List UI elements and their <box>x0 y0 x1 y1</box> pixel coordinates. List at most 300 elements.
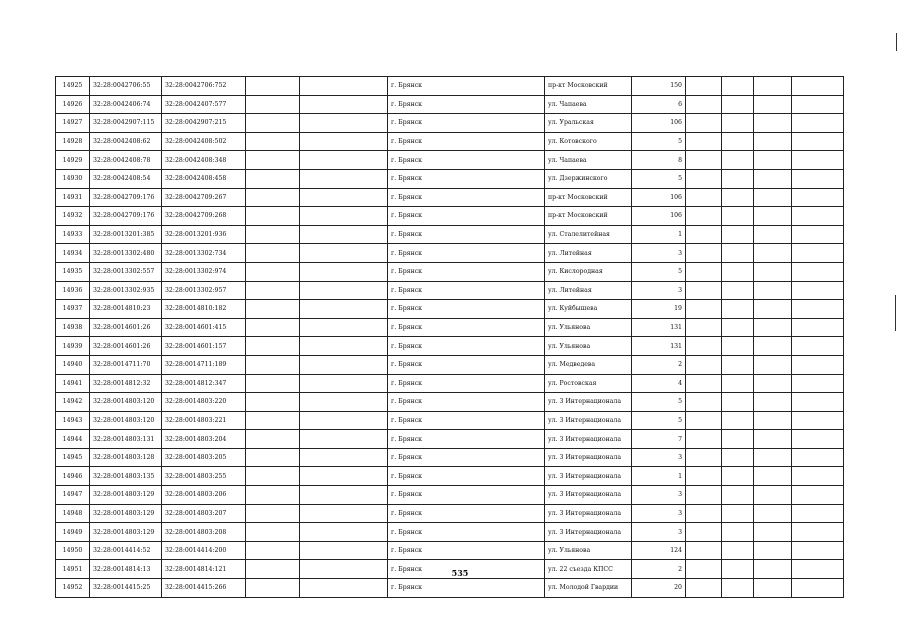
city-cell: г. Брянск <box>388 300 545 319</box>
empty-cell <box>686 77 722 96</box>
empty-cell <box>754 207 792 226</box>
house-number-cell: 3 <box>632 486 686 505</box>
row-number: 14925 <box>56 77 90 96</box>
table-row <box>56 207 844 226</box>
row-number: 14949 <box>56 523 90 542</box>
table-row <box>56 244 844 263</box>
table-row <box>56 467 844 486</box>
empty-cell <box>754 151 792 170</box>
cadastral-number-land: 32:28:0014803:128 <box>90 448 162 467</box>
empty-cell <box>792 281 844 300</box>
table-row <box>56 579 844 598</box>
empty-cell <box>686 318 722 337</box>
cadastral-number-land: 32:28:0042706:55 <box>90 77 162 96</box>
cadastral-number-land: 32:28:0014415:25 <box>90 579 162 598</box>
empty-cell <box>686 188 722 207</box>
empty-cell <box>754 411 792 430</box>
cadastral-number-land: 32:28:0014711:70 <box>90 355 162 374</box>
empty-cell <box>792 95 844 114</box>
empty-cell <box>300 467 388 486</box>
city-cell: г. Брянск <box>388 411 545 430</box>
empty-cell <box>686 169 722 188</box>
table-row <box>56 374 844 393</box>
empty-cell <box>246 504 300 523</box>
empty-cell <box>754 132 792 151</box>
row-number: 14928 <box>56 132 90 151</box>
cadastral-number-object: 32:28:0014803:207 <box>162 504 246 523</box>
empty-cell <box>754 579 792 598</box>
table-row <box>56 523 844 542</box>
empty-cell <box>300 151 388 170</box>
street-cell: ул. Сталелитейная <box>545 225 632 244</box>
table-row <box>56 188 844 207</box>
row-number: 14939 <box>56 337 90 356</box>
house-number-cell: 19 <box>632 300 686 319</box>
row-number: 14947 <box>56 486 90 505</box>
empty-cell <box>686 114 722 133</box>
empty-cell <box>722 337 754 356</box>
empty-cell <box>792 337 844 356</box>
row-number: 14932 <box>56 207 90 226</box>
table-row <box>56 77 844 96</box>
cadastral-number-object: 32:28:0014601:157 <box>162 337 246 356</box>
city-cell: г. Брянск <box>388 318 545 337</box>
street-cell: ул. Чапаева <box>545 95 632 114</box>
empty-cell <box>300 430 388 449</box>
empty-cell <box>300 207 388 226</box>
street-cell: ул. 3 Интернационала <box>545 411 632 430</box>
empty-cell <box>246 169 300 188</box>
empty-cell <box>754 262 792 281</box>
city-cell: г. Брянск <box>388 448 545 467</box>
table-row <box>56 169 844 188</box>
street-cell: ул. 3 Интернационала <box>545 448 632 467</box>
row-number: 14946 <box>56 467 90 486</box>
empty-cell <box>792 151 844 170</box>
empty-cell <box>754 393 792 412</box>
cadastral-number-land: 32:28:0013302:557 <box>90 262 162 281</box>
empty-cell <box>722 114 754 133</box>
cadastral-number-land: 32:28:0014601:26 <box>90 337 162 356</box>
empty-cell <box>686 244 722 263</box>
street-cell: ул. Кислородная <box>545 262 632 281</box>
empty-cell <box>246 95 300 114</box>
row-number: 14943 <box>56 411 90 430</box>
empty-cell <box>300 504 388 523</box>
city-cell: г. Брянск <box>388 114 545 133</box>
empty-cell <box>722 523 754 542</box>
empty-cell <box>686 467 722 486</box>
empty-cell <box>754 523 792 542</box>
empty-cell <box>246 467 300 486</box>
empty-cell <box>792 244 844 263</box>
empty-cell <box>686 95 722 114</box>
city-cell: г. Брянск <box>388 281 545 300</box>
row-number: 14950 <box>56 541 90 560</box>
empty-cell <box>754 337 792 356</box>
city-cell: г. Брянск <box>388 225 545 244</box>
empty-cell <box>246 374 300 393</box>
row-number: 14931 <box>56 188 90 207</box>
cadastral-number-object: 32:28:0042907:215 <box>162 114 246 133</box>
row-number: 14944 <box>56 430 90 449</box>
empty-cell <box>686 374 722 393</box>
city-cell: г. Брянск <box>388 374 545 393</box>
empty-cell <box>754 486 792 505</box>
empty-cell <box>300 95 388 114</box>
empty-cell <box>246 486 300 505</box>
street-cell: ул. Ульянова <box>545 318 632 337</box>
empty-cell <box>722 411 754 430</box>
city-cell: г. Брянск <box>388 504 545 523</box>
cadastral-number-object: 32:28:0042709:268 <box>162 207 246 226</box>
empty-cell <box>300 225 388 244</box>
row-number: 14938 <box>56 318 90 337</box>
house-number-cell: 4 <box>632 374 686 393</box>
empty-cell <box>754 225 792 244</box>
empty-cell <box>686 560 722 579</box>
city-cell: г. Брянск <box>388 244 545 263</box>
empty-cell <box>792 504 844 523</box>
house-number-cell: 6 <box>632 95 686 114</box>
cadastral-number-land: 32:28:0014803:120 <box>90 411 162 430</box>
empty-cell <box>722 560 754 579</box>
row-number: 14927 <box>56 114 90 133</box>
row-number: 14936 <box>56 281 90 300</box>
street-cell: пр-кт Московский <box>545 207 632 226</box>
empty-cell <box>754 95 792 114</box>
city-cell: г. Брянск <box>388 579 545 598</box>
empty-cell <box>722 467 754 486</box>
empty-cell <box>246 244 300 263</box>
empty-cell <box>792 523 844 542</box>
cadastral-number-land: 32:28:0014812:32 <box>90 374 162 393</box>
empty-cell <box>686 411 722 430</box>
row-number: 14929 <box>56 151 90 170</box>
row-number: 14926 <box>56 95 90 114</box>
empty-cell <box>686 151 722 170</box>
empty-cell <box>300 114 388 133</box>
street-cell: ул. Дзержинского <box>545 169 632 188</box>
city-cell: г. Брянск <box>388 151 545 170</box>
table-row <box>56 262 844 281</box>
empty-cell <box>686 300 722 319</box>
house-number-cell: 5 <box>632 132 686 151</box>
empty-cell <box>792 300 844 319</box>
empty-cell <box>722 262 754 281</box>
street-cell: ул. Ульянова <box>545 541 632 560</box>
table-row <box>56 430 844 449</box>
empty-cell <box>754 355 792 374</box>
empty-cell <box>792 411 844 430</box>
empty-cell <box>300 77 388 96</box>
house-number-cell: 20 <box>632 579 686 598</box>
street-cell: пр-кт Московский <box>545 188 632 207</box>
empty-cell <box>792 262 844 281</box>
empty-cell <box>722 132 754 151</box>
empty-cell <box>300 560 388 579</box>
table-row <box>56 281 844 300</box>
city-cell: г. Брянск <box>388 337 545 356</box>
empty-cell <box>300 262 388 281</box>
row-number: 14941 <box>56 374 90 393</box>
row-number: 14952 <box>56 579 90 598</box>
empty-cell <box>246 523 300 542</box>
house-number-cell: 131 <box>632 337 686 356</box>
house-number-cell: 5 <box>632 393 686 412</box>
city-cell: г. Брянск <box>388 430 545 449</box>
cadastral-number-object: 32:28:0014711:189 <box>162 355 246 374</box>
row-number: 14951 <box>56 560 90 579</box>
empty-cell <box>722 504 754 523</box>
cadastral-number-object: 32:28:0014814:121 <box>162 560 246 579</box>
cadastral-number-object: 32:28:0042706:752 <box>162 77 246 96</box>
empty-cell <box>722 448 754 467</box>
empty-cell <box>754 300 792 319</box>
empty-cell <box>792 169 844 188</box>
cadastral-number-land: 32:28:0014803:131 <box>90 430 162 449</box>
cadastral-number-object: 32:28:0014414:200 <box>162 541 246 560</box>
empty-cell <box>754 448 792 467</box>
cadastral-number-object: 32:28:0042408:458 <box>162 169 246 188</box>
cadastral-number-object: 32:28:0042408:502 <box>162 132 246 151</box>
row-number: 14948 <box>56 504 90 523</box>
street-cell: ул. Куйбышева <box>545 300 632 319</box>
empty-cell <box>792 374 844 393</box>
empty-cell <box>722 244 754 263</box>
cadastral-number-land: 32:28:0014803:135 <box>90 467 162 486</box>
cadastral-number-land: 32:28:0042406:74 <box>90 95 162 114</box>
empty-cell <box>792 541 844 560</box>
street-cell: ул. 3 Интернационала <box>545 430 632 449</box>
house-number-cell: 8 <box>632 151 686 170</box>
empty-cell <box>246 411 300 430</box>
empty-cell <box>686 262 722 281</box>
house-number-cell: 106 <box>632 207 686 226</box>
empty-cell <box>246 114 300 133</box>
street-cell: ул. Котовского <box>545 132 632 151</box>
scan-edge-mark <box>895 295 896 331</box>
house-number-cell: 3 <box>632 244 686 263</box>
empty-cell <box>300 374 388 393</box>
city-cell: г. Брянск <box>388 486 545 505</box>
empty-cell <box>754 77 792 96</box>
empty-cell <box>246 448 300 467</box>
empty-cell <box>246 430 300 449</box>
empty-cell <box>246 355 300 374</box>
empty-cell <box>686 579 722 598</box>
table-row <box>56 393 844 412</box>
street-cell: пр-кт Московский <box>545 77 632 96</box>
empty-cell <box>722 169 754 188</box>
empty-cell <box>300 244 388 263</box>
house-number-cell: 2 <box>632 355 686 374</box>
empty-cell <box>300 281 388 300</box>
empty-cell <box>722 300 754 319</box>
house-number-cell: 106 <box>632 188 686 207</box>
cadastral-number-object: 32:28:0014812:347 <box>162 374 246 393</box>
cadastral-number-land: 32:28:0014814:13 <box>90 560 162 579</box>
empty-cell <box>300 579 388 598</box>
empty-cell <box>754 188 792 207</box>
street-cell: ул. Уральская <box>545 114 632 133</box>
cadastral-number-land: 32:28:0013302:935 <box>90 281 162 300</box>
empty-cell <box>722 541 754 560</box>
cadastral-number-land: 32:28:0042408:54 <box>90 169 162 188</box>
empty-cell <box>686 541 722 560</box>
house-number-cell: 3 <box>632 448 686 467</box>
empty-cell <box>754 467 792 486</box>
empty-cell <box>246 318 300 337</box>
empty-cell <box>722 355 754 374</box>
city-cell: г. Брянск <box>388 207 545 226</box>
street-cell: ул. 3 Интернационала <box>545 467 632 486</box>
empty-cell <box>792 225 844 244</box>
row-number: 14935 <box>56 262 90 281</box>
empty-cell <box>722 77 754 96</box>
cadastral-number-land: 32:28:0042907:115 <box>90 114 162 133</box>
table-row <box>56 337 844 356</box>
city-cell: г. Брянск <box>388 188 545 207</box>
empty-cell <box>300 355 388 374</box>
registry-table <box>55 76 844 598</box>
street-cell: ул. Чапаева <box>545 151 632 170</box>
empty-cell <box>686 523 722 542</box>
house-number-cell: 124 <box>632 541 686 560</box>
city-cell: г. Брянск <box>388 132 545 151</box>
empty-cell <box>686 355 722 374</box>
empty-cell <box>792 355 844 374</box>
empty-cell <box>754 374 792 393</box>
house-number-cell: 5 <box>632 262 686 281</box>
empty-cell <box>792 77 844 96</box>
empty-cell <box>792 393 844 412</box>
empty-cell <box>686 448 722 467</box>
house-number-cell: 106 <box>632 114 686 133</box>
empty-cell <box>246 541 300 560</box>
empty-cell <box>300 132 388 151</box>
table-row <box>56 114 844 133</box>
empty-cell <box>722 393 754 412</box>
empty-cell <box>300 448 388 467</box>
cadastral-number-land: 32:28:0014803:129 <box>90 504 162 523</box>
empty-cell <box>300 188 388 207</box>
empty-cell <box>300 318 388 337</box>
street-cell: ул. Ульянова <box>545 337 632 356</box>
street-cell: ул. 3 Интернационала <box>545 486 632 505</box>
cadastral-number-object: 32:28:0014803:204 <box>162 430 246 449</box>
table-row <box>56 541 844 560</box>
city-cell: г. Брянск <box>388 467 545 486</box>
table-row <box>56 486 844 505</box>
house-number-cell: 5 <box>632 169 686 188</box>
empty-cell <box>722 486 754 505</box>
street-cell: ул. 3 Интернационала <box>545 523 632 542</box>
empty-cell <box>246 225 300 244</box>
empty-cell <box>686 337 722 356</box>
city-cell: г. Брянск <box>388 393 545 412</box>
cadastral-number-object: 32:28:0014803:221 <box>162 411 246 430</box>
city-cell: г. Брянск <box>388 95 545 114</box>
city-cell: г. Брянск <box>388 169 545 188</box>
cadastral-number-object: 32:28:0013302:974 <box>162 262 246 281</box>
table-row <box>56 95 844 114</box>
page-number: 535 <box>451 568 469 578</box>
empty-cell <box>722 281 754 300</box>
empty-cell <box>246 560 300 579</box>
house-number-cell: 7 <box>632 430 686 449</box>
street-cell: ул. Молодой Гвардии <box>545 579 632 598</box>
empty-cell <box>686 504 722 523</box>
empty-cell <box>686 430 722 449</box>
empty-cell <box>792 486 844 505</box>
cadastral-number-object: 32:28:0014810:182 <box>162 300 246 319</box>
cadastral-number-land: 32:28:0014601:26 <box>90 318 162 337</box>
empty-cell <box>792 132 844 151</box>
table-row <box>56 151 844 170</box>
street-cell: ул. 22 съезда КПСС <box>545 560 632 579</box>
cadastral-number-object: 32:28:0014601:415 <box>162 318 246 337</box>
empty-cell <box>246 151 300 170</box>
house-number-cell: 3 <box>632 281 686 300</box>
empty-cell <box>792 560 844 579</box>
row-number: 14937 <box>56 300 90 319</box>
house-number-cell: 5 <box>632 411 686 430</box>
empty-cell <box>792 467 844 486</box>
house-number-cell: 150 <box>632 77 686 96</box>
city-cell: г. Брянск <box>388 355 545 374</box>
empty-cell <box>722 225 754 244</box>
empty-cell <box>754 430 792 449</box>
empty-cell <box>754 244 792 263</box>
empty-cell <box>754 318 792 337</box>
street-cell: ул. 3 Интернационала <box>545 393 632 412</box>
city-cell: г. Брянск <box>388 262 545 281</box>
cadastral-number-land: 32:28:0042408:62 <box>90 132 162 151</box>
cadastral-number-land: 32:28:0014803:120 <box>90 393 162 412</box>
empty-cell <box>792 207 844 226</box>
cadastral-number-object: 32:28:0013302:734 <box>162 244 246 263</box>
empty-cell <box>754 169 792 188</box>
empty-cell <box>686 486 722 505</box>
empty-cell <box>246 579 300 598</box>
city-cell: г. Брянск <box>388 523 545 542</box>
table-row <box>56 318 844 337</box>
empty-cell <box>754 281 792 300</box>
house-number-cell: 3 <box>632 504 686 523</box>
row-number: 14945 <box>56 448 90 467</box>
empty-cell <box>686 225 722 244</box>
empty-cell <box>792 430 844 449</box>
empty-cell <box>246 393 300 412</box>
empty-cell <box>722 207 754 226</box>
empty-cell <box>792 114 844 133</box>
cadastral-number-object: 32:28:0014803:206 <box>162 486 246 505</box>
house-number-cell: 1 <box>632 225 686 244</box>
empty-cell <box>246 132 300 151</box>
empty-cell <box>722 151 754 170</box>
empty-cell <box>792 188 844 207</box>
street-cell: ул. Медведева <box>545 355 632 374</box>
empty-cell <box>722 430 754 449</box>
table-row <box>56 448 844 467</box>
empty-cell <box>246 300 300 319</box>
empty-cell <box>722 374 754 393</box>
empty-cell <box>246 337 300 356</box>
cadastral-number-object: 32:28:0014803:205 <box>162 448 246 467</box>
table-row <box>56 355 844 374</box>
empty-cell <box>300 337 388 356</box>
